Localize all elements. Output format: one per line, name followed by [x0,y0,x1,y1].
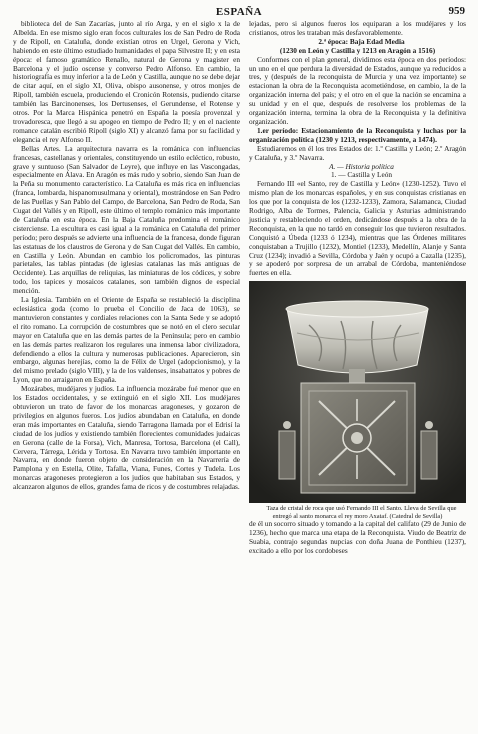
epoch-paragraph: Conformes con el plan general, dividimos esta época en dos períodos: un uno en el que perdura la diversidad de Estados, aunque ya reducidos a tres, y (después de la reconquista de Murcia y una vez importante) se estacionan la obra de la Reconquista acometiéndose, en cambio, la de la organización interna del país; y el otro en el que la nación se encamina a su unidad y en el que, después de resolverse los problemas de la organización interna, termina la obra de la Reconquista y la definitiva organización. [249,54,466,126]
left-paragraph-2: Bellas Artes. La arquitectura navarra es la románica con influencias francesas, castellanas y orientales, constituyendo un estilo ecléctico, robusto, grave y suntuoso (San Salvador de Leyre), que influye en las Vascongadas, especialmente en Álava. En Aragón es más rudo y sobrio, siendo San Juan de la Peña su monumento característico. La Cataluña es más rica en influencias (franca, lombarda, hispanomusulmana y oriental), mostrándose en San Pedro de las Puellas y San Pablo del Campo, de Barcelona, San Pedro de Roda, San Cugat del Vallés y en Ripoll, este último el templo románico más importante de Cataluña en esta época. En la Baja Cataluña predomina el románico cisterciense. La escultura es casi igual a la románica en Cataluña del primer período; pero después se advierte una influencia de la francesa, donde figuran las estatuas de los claustros de Gerona y de San Cugat del Vallés. En cambio, en Castilla y León. Abundan en cambio los policromados, las pinturas parietales, las tablas pintadas (de iglesias catalanas las más antiguas de Occidente). Las arquillas de reliquias, las miniaturas de los códices, y sobre todo, los tapices y mosaicos catalanes, son también dignos de especial mención. [13,143,240,296]
epoch-heading: 2.ª época: Baja Edad Media [318,36,405,46]
left-paragraph-3: La Iglesia. También en el Oriente de España se restableció la disciplina eclesiástica goda (como lo prueba el Concilio de Jaca de 1063), se mantuvieron constantes y cordiales relaciones con la Santa Sede y se adoptó el rito romano. La corrupción de costumbres que se notó en el clero secular mayor en Cataluña que en las demás partes de la Península; pero en cambio en las demás partes realizaron los regulares una inmensa labor civilizadora, defendiendo a ellos la cultura y numerosas publicaciones. Aparecieron, sin embargo, algunas herejías, como la de Félix de Urgel (adopcionismo), y la del mismo prelado (siglo VIII), y la de los valdenses, insabattatos y pobres de Lyon, que no arraigaron en España. [13,295,240,385]
period-heading: 1.er período: Estacionamiento de la Reconquista y luchas por la organización política (1230 y 1213, respectivamente, a 1474). [249,125,466,144]
figure-caption: Taza de cristal de roca que usó Fernando III el Santo. Lleva de Sevilla que entregó al santo monarca el rey moro Axataf. (Catedral de Sevilla) [266,505,457,520]
running-header-title: ESPAÑA [215,6,263,18]
right-tail-paragraph: de él un socorro situado y tomando a la capital del califato (29 de Junio de 1236), hecho que marca una etapa de la Reconquista. Viudo de Beatriz de Suabia, contrajo segundas nupcias con doña Juana de Ponthieu (1237), excitado a ello por los cordobeses [249,520,466,555]
subsection-paragraph: Fernando III «el Santo, rey de Castilla y León» (1230-1252). Tuvo el mismo plan de los monarcas españoles, y en sus conquistas cristianas en los que por la conquista de los (1232-1233), Zamora, Salamanca, Ciudad Rodrigo, Alba de Tormes, Palencia, Galicia y Asturias administrando justicia y restableciendo el orden, dedicándose después a la obra de la Reconquista, en la que no tardó en conseguir los que tuvieron resultados. Conquistó a Úbeda (1233 ó 1234), mientras que las Órdenes militares conquistaban a Trujillo (1232), Montiel (1233), Medellín, Alanje y Santa Cruz (1234); invadió a Sevilla, Córdoba y Jaén y ocupó a Cazalla (1235), y se apoderó por sorpresa de un arrabal de Córdoba, manteniéndose fuertes en ella. [249,179,466,278]
subsection-heading: 1. — Castilla y León [330,170,392,180]
left-column [13,20,240,725]
epoch-dates: (1230 en León y Castilla y 1213 en Aragón a 1516) [279,45,436,55]
period-paragraph: Estudiaremos en él los tres Estados de: 1.º Castilla y León; 2.º Aragón y Cataluña, y 3.º Navarra. [249,143,466,162]
crystal-cup-photo [249,281,466,503]
page-number: 959 [448,5,465,17]
right-tail-container [249,520,466,626]
right-intro-paragraph: lejadas, pero si algunos fueros los equiparan a los mudéjares y los cristianos, otros les trataban más desfavorablemente. [249,19,466,37]
section-heading: A. — Historia política [329,161,394,171]
right-column [249,20,466,626]
left-paragraph-4: Mozárabes, mudéjares y judíos. La influencia mozárabe fué menor que en los Estados occidentales, y se extinguió en el siglo XII. Los mudéjares obtuvieron un trato de favor de los monarcas aragoneses, y gozaron de privilegios en algunos fueros. Los judíos abundaban en Cataluña, en donde eran más importantes en Cataluña, siendo Tarragona llamada por el Edrisí la ciudad de los judíos y existiendo también florecientes comunidades judaicas en Gerona (calle de la Forsa), Vich, Manresa, Tortosa, Barcelona (el Call), Cervera, Tárrega, Lérida y Tortosa. En Navarra tuvo también importante en Navarra, en donde fueron objeto de consideración en la Navarrería de Pamplona y en Estella, Olite, Tafalla, Viana, Funes, Cortes y Tudela. Los monarcas aragoneses protegieron a los judíos que habitaban sus Estados, y alcanzaron algunos de ellos, grandes fama de ricos y de costumbres relajadas. [13,384,240,492]
left-paragraph-1: biblioteca del de San Zacarías, junto al río Arga, y en el siglo x la de Albelda. En ese mismo siglo eran focos culturales los de San Pedro de Roda y de Ripoll, en Cataluña, donde existían otros en Urgel, Gerona y Vich, habiendo en este último estudiado humanidades el papa Silvestre II; y en esta época: el famoso gramático Renallo, natural de Gerona y magister en Barcelona y el judío oscense y converso Pedro Alfonso. En cambio, la historiografía es muy inferior a la de León y Castilla, aunque no se debe dejar de citar aquí, en el siglo XI, Oliva, obispo ausonense, y otros monjes de Ripoll, también escuela, produciendo el Cronicón Rotensis, pudiendo citarse también las Barcinonenses, los Dertusenses, el Gerundense, el Rotense y otros. Por la Marca Hispánica penetró en España la poesía provenzal y trovadoresca, que llegó a su apogeo en tiempo de Pedro II; y en el naciente romance catalán escribió Ripoll (siglo XI) y alcanzó fama por su facilidad y elegancia el rey Alfonso II. [13,20,240,144]
